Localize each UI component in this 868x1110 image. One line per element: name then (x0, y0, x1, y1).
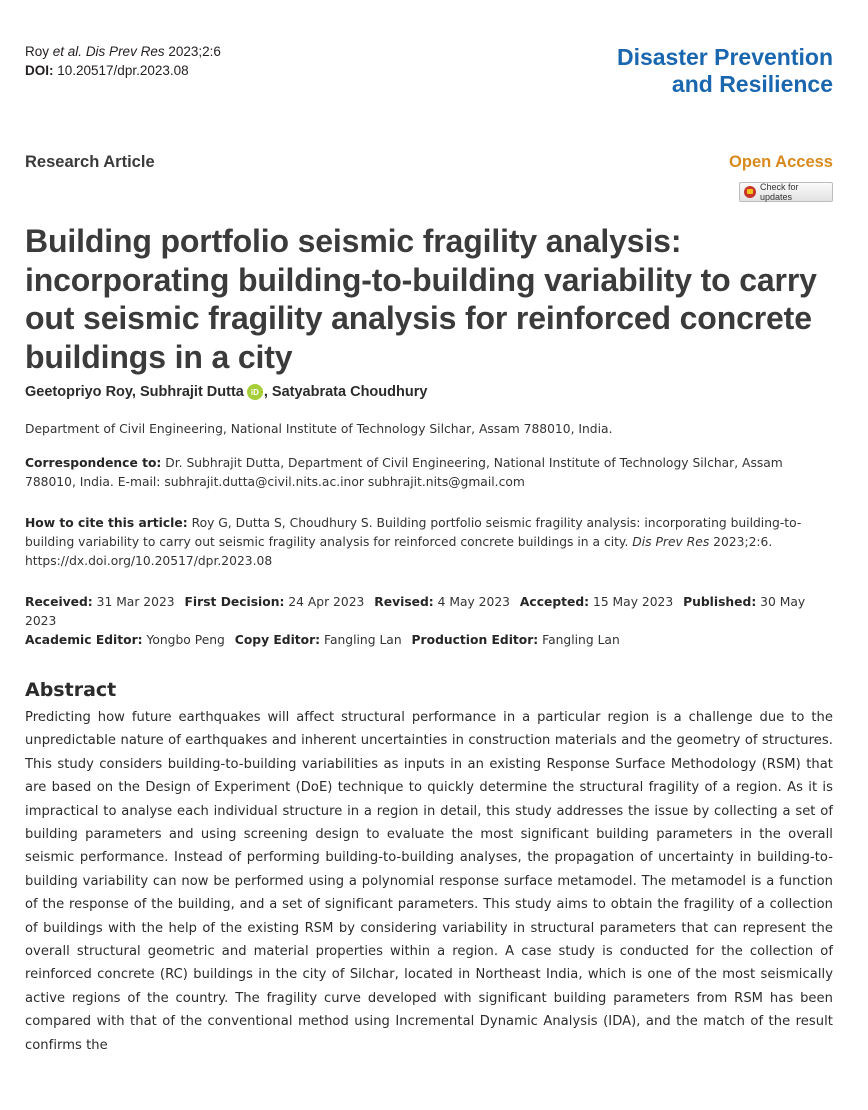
date-first-decision-label: First Decision: (184, 595, 285, 609)
how-to-cite-tail[interactable]: 2023;2:6. https://dx.doi.org/10.20517/dpr.2023.08 (25, 535, 773, 568)
academic-editor (25, 633, 228, 647)
how-to-cite-label: How to cite this article: (25, 516, 188, 530)
production-editor-value: Fangling Lan (538, 633, 620, 647)
correspondence-text: Dr. Subhrajit Dutta, Department of Civil Engineering, National Institute of Technology Silchar, Assam 788010, India. E-mail: subhrajit.dutta@civil.nits.ac.inor subhrajit.nits@gmail.com (25, 456, 783, 489)
correspondence-label: Correspondence to: (25, 456, 162, 470)
correspondence (25, 454, 825, 492)
abstract-heading: Abstract (25, 679, 117, 701)
copy-editor (235, 633, 405, 647)
date-first-decision-value: 24 Apr 2023 (284, 595, 365, 609)
journal-name-line1: Disaster Prevention (616, 44, 833, 70)
author-list (25, 384, 427, 400)
citation-header (25, 42, 221, 80)
cite-volume: 2023;2:6 (164, 44, 221, 59)
date-accepted-value: 15 May 2023 (589, 595, 674, 609)
doi-value[interactable]: 10.20517/dpr.2023.08 (53, 63, 189, 78)
short-citation (25, 42, 221, 61)
editors (25, 631, 825, 650)
doi-line (25, 61, 221, 80)
date-accepted (520, 595, 676, 609)
article-title: Building portfolio seismic fragility analysis: incorporating building-to-building variability to carry out seismic fragility analysis for reinforced concrete buildings in a city (25, 223, 817, 375)
date-revised (374, 595, 513, 609)
date-revised-label: Revised: (374, 595, 434, 609)
how-to-cite-journal: Dis Prev Res (632, 535, 710, 549)
article-type: Research Article (25, 153, 155, 171)
date-first-decision (185, 595, 368, 609)
authors-last: , Satyabrata Choudhury (263, 384, 428, 400)
affiliation: Department of Civil Engineering, National Institute of Technology Silchar, Assam 788010, India. (25, 422, 613, 436)
date-received-label: Received: (25, 595, 93, 609)
article-dates (25, 593, 825, 631)
how-to-cite (25, 514, 825, 571)
production-editor (412, 633, 623, 647)
check-for-updates-button[interactable] (739, 182, 833, 202)
date-received (25, 595, 178, 609)
orcid-icon[interactable]: iD (247, 384, 263, 400)
crossmark-icon (744, 186, 756, 198)
cite-authors: Roy (25, 44, 53, 59)
open-access-label: Open Access (729, 153, 833, 171)
journal-name[interactable] (617, 44, 833, 98)
check-for-updates-label: Check for updates (760, 182, 799, 202)
cite-journal: Dis Prev Res (85, 44, 165, 59)
how-to-cite-text: Roy G, Dutta S, Choudhury S. Building portfolio seismic fragility analysis: incorporating building-to-building variability to carry out seismic fragility analysis for reinforced concrete buildings in a city. (25, 516, 802, 549)
date-published-label: Published: (683, 595, 757, 609)
journal-name-line2: and Resilience (671, 71, 833, 97)
copy-editor-value: Fangling Lan (320, 633, 402, 647)
date-published-value: 30 May 2023 (25, 595, 806, 628)
academic-editor-label: Academic Editor: (25, 633, 143, 647)
date-revised-value: 4 May 2023 (433, 595, 510, 609)
cite-etal: et al. (52, 44, 83, 59)
production-editor-label: Production Editor: (411, 633, 539, 647)
copy-editor-label: Copy Editor: (234, 633, 321, 647)
doi-label: DOI: (25, 63, 54, 78)
date-received-value: 31 Mar 2023 (92, 595, 175, 609)
abstract-body: Predicting how future earthquakes will affect structural performance in a particular region is a challenge due to the unpredictable nature of earthquakes and inherent uncertainties in construction materials and the geometry of structures. This study considers building-to-building variabilities as inputs in an existing Response Surface Methodology (RSM) that are based on the Design of Experiment (DoE) technique to quickly determine the structural fragility of a region. As it is impractical to analyse each individual structure in a region in detail, this study addresses the issue by collecting a set of building parameters and using screening design to evaluate the most significant building parameters in the overall seismic performance. Instead of performing building-to-building analyses, the propagation of uncertainty in building-to-building variability can now be performed using a polynomial response surface metamodel. The metamodel is a function of the response of the building, and a set of significant parameters. This study aims to obtain the fragility of a collection of buildings with the help of the existing RSM by considering variability in structural parameters that can represent the overall structural geometric and material properties within a region. A case study is conducted for the collection of reinforced concrete (RC) buildings in the city of Silchar, located in Northeast India, which is one of the most seismically active regions of the country. The fragility curve developed with significant building parameters from RSM has been compared with that of the conventional method using Incremental Dynamic Analysis (IDA), and the match of the result confirms the (25, 710, 833, 1053)
academic-editor-value: Yongbo Peng (142, 633, 225, 647)
date-accepted-label: Accepted: (519, 595, 590, 609)
authors-first: Geetopriyo Roy, Subhrajit Dutta (25, 384, 244, 400)
